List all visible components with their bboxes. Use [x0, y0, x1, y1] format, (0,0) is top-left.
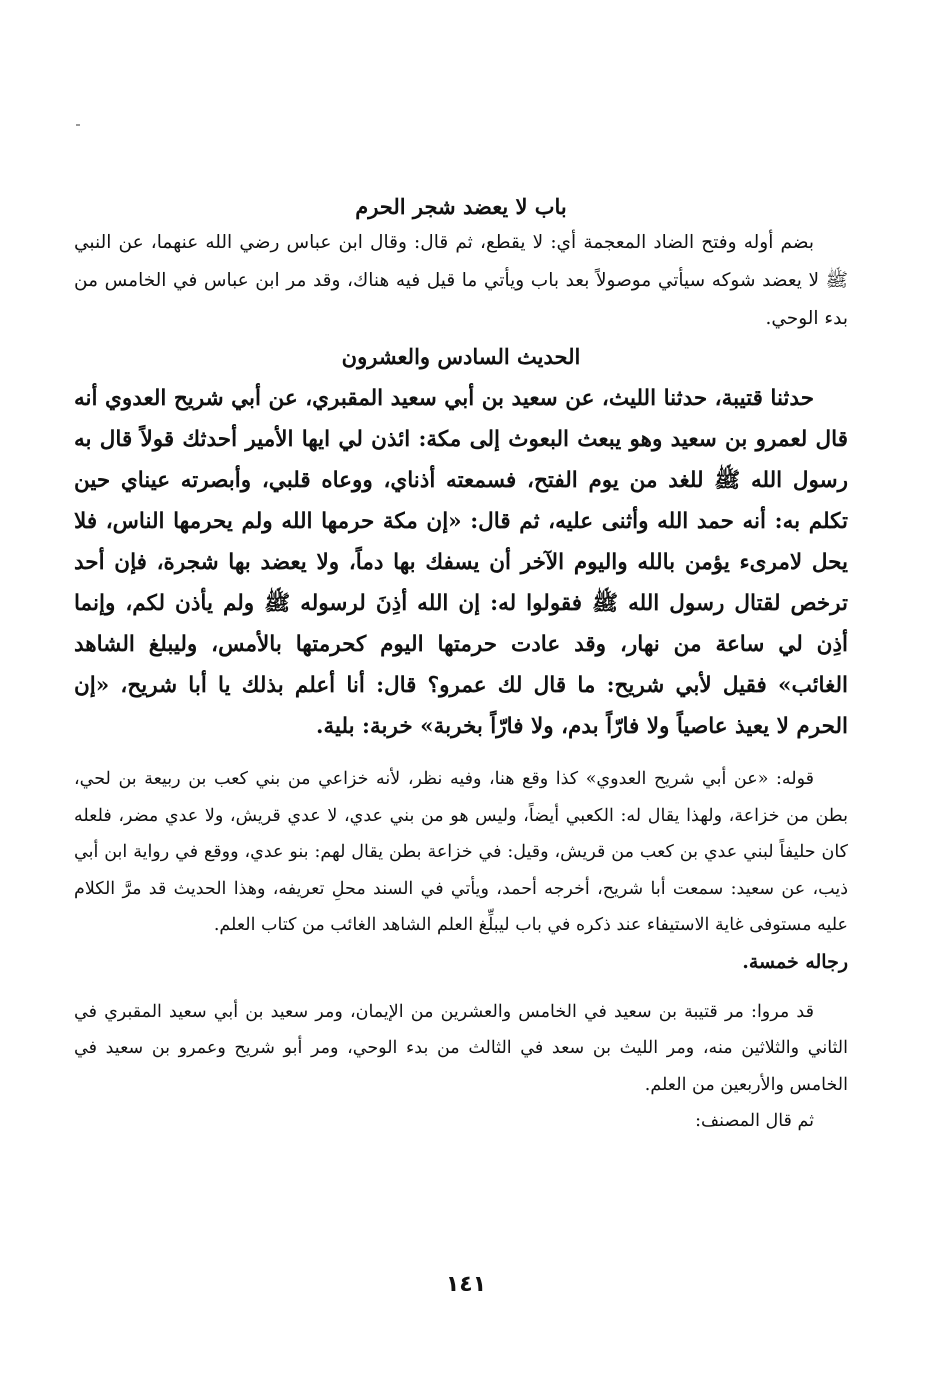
- commentary-text: قوله: «عن أبي شريح العدوي» كذا وقع هنا، وفيه نظر، لأنه خزاعي من بني كعب بن ربيعة بن لحي، بطن من خزاعة، ولهذا يقال له: الكعبي أيضاً، وليس هو من بني عدي، لا عدي قريش، ولا عدي مضر، فلعله كان حليفاً لبني عدي بن كعب من قريش، وقيل: في خزاعة بطن يقال لهم: بنو عدي، ووقع في رواية ابن أبي ذيب، عن سعيد: سمعت أبا شريح، أخرجه أحمد، ويأتي في السند محلِ تعريفه، وهذا الحديث قد مرَّ الكلام عليه مستوفى غاية الاستيفاء عند ذكره في باب ليبلِّغ العلم الشاهد الغائب من كتاب العلم.: [74, 769, 848, 935]
- section-gap: [74, 980, 848, 994]
- page-body: [74, 190, 848, 1140]
- chapter-title: باب لا يعضد شجر الحرم: [355, 194, 567, 219]
- hadith-text: حدثنا قتيبة، حدثنا الليث، عن سعيد بن أبي سعيد المقبري، عن أبي شريح العدوي أنه قال لعمرو بن سعيد وهو يبعث البعوث إلى مكة: ائذن لي ايها الأمير أحدثك قولاً قال به رسول الله ﷺ للغد من يوم الفتح، فسمعته أذناي، ووعاه قلبي، وأبصرته عيناي حين تكلم به: أنه حمد الله وأثنى عليه، ثم قال: «إن مكة حرمها الله ولم يحرمها الناس، فلا يحل لامرىء يؤمن بالله واليوم الآخر أن يسفك بها دماً، ولا يعضد بها شجرة، فإن أحد ترخص لقتال رسول الله ﷺ فقولوا له: إن الله أذِنَ لرسوله ﷺ ولم يأذن لكم، وإنما أذِن لي ساعة من نهار، وقد عادت حرمتها اليوم كحرمتها بالأمس، وليبلغ الشاهد الغائب» فقيل لأبي شريح: ما قال لك عمرو؟ قال: أنا أعلم بذلك يا أبا شريح، «إن الحرم لا يعيذ عاصياً ولا فارّاً بدم، ولا فارّاً بخربة» خربة: بلية.: [74, 386, 848, 739]
- narrators-text: قد مروا: مر قتيبة بن سعيد في الخامس والعشرين من الإيمان، ومر سعيد بن أبي سعيد المقبري في الثاني والثلاثين منه، ومر الليث بن سعد في الثالث من بدء الوحي، ومر أبو شريح وعمرو بن سعيد في الخامس والأربعين من العلم.: [74, 1001, 848, 1095]
- scan-mark: [76, 124, 80, 126]
- narrators-heading: رجاله خمسة.: [742, 950, 848, 973]
- chapter-intro: بضم أوله وفتح الضاد المعجمة أي: لا يقطع، ثم قال: وقال ابن عباس رضي الله عنهما، عن النبي ﷺ لا يعضد شوكه سيأتي موصولاً بعد باب ويأتي ما قيل فيه هناك، وقد مر ابن عباس في الخامس من بدء الوحي.: [74, 232, 848, 329]
- closing-line: ثم قال المصنف:: [695, 1111, 814, 1131]
- hadith-title: الحديث السادس والعشرون: [341, 344, 581, 369]
- page-number: ١٤١: [445, 1272, 487, 1297]
